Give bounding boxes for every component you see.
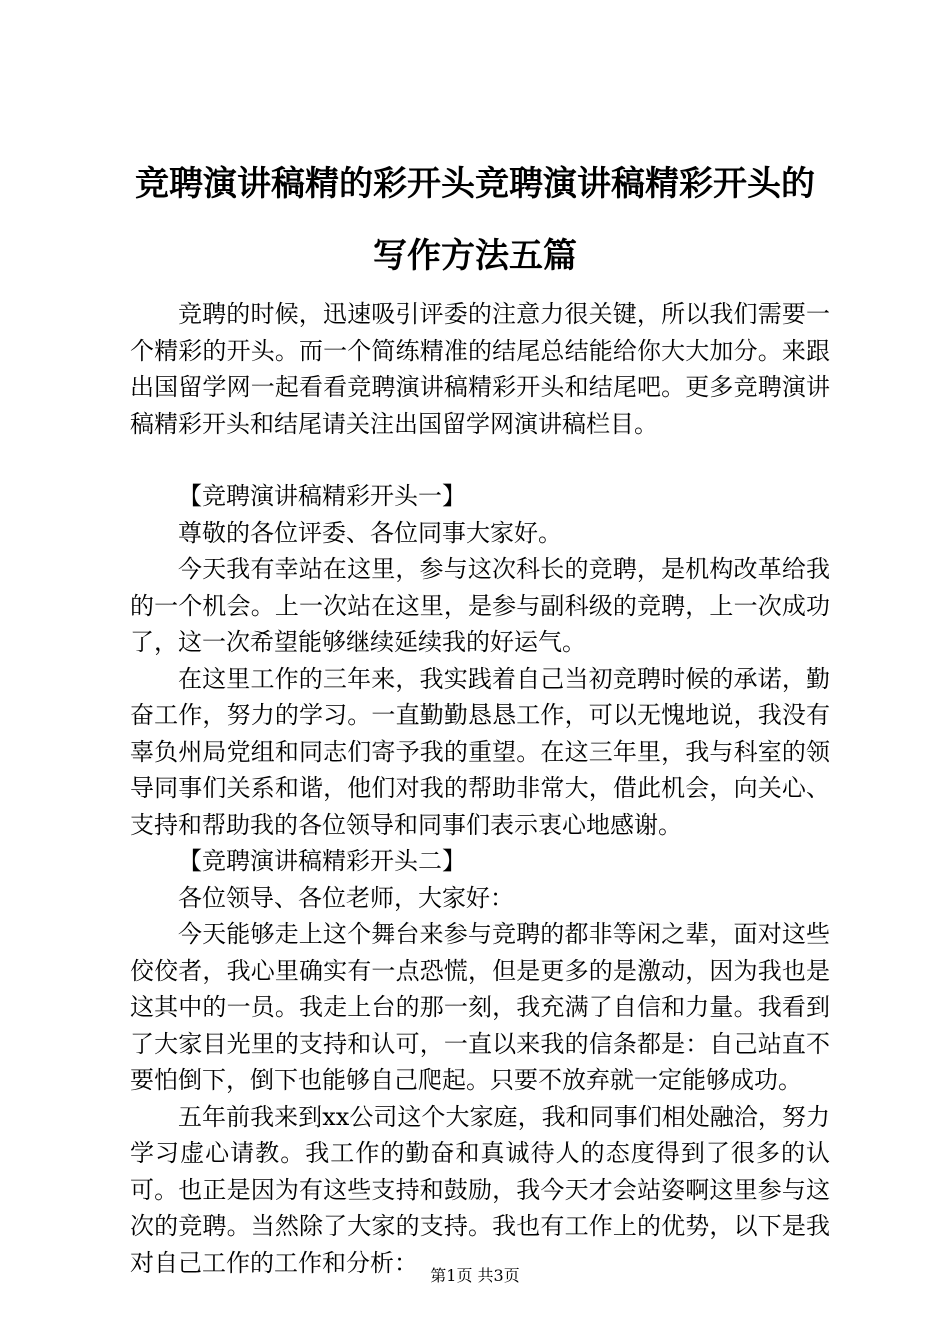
title-line-1: 竞聘演讲稿精的彩开头竞聘演讲稿精彩开头的 bbox=[135, 164, 815, 204]
body-paragraph: 五年前我来到xx公司这个大家庭，我和同事们相处融洽，努力学习虚心请教。我工作的勤奋和真诚待人的态度得到了很多的认可。也正是因为有这些支持和鼓励，我今天才会站姿啊这里参与这次的竞聘。当然除了大家的支持。我也有工作上的优势，以下是我对自己工作的工作和分析： bbox=[130, 1102, 830, 1277]
section-heading-2: 【竞聘演讲稿精彩开头二】 bbox=[178, 847, 466, 875]
body-paragraph: 今天我有幸站在这里，参与这次科长的竞聘，是机构改革给我的一个机会。上一次站在这里，是参与副科级的竞聘，上一次成功了，这一次希望能够继续延续我的好运气。 bbox=[130, 555, 830, 656]
intro-paragraph: 竞聘的时候，迅速吸引评委的注意力很关键，所以我们需要一个精彩的开头。而一个简练精准的结尾总结能给你大大加分。来跟出国留学网一起看看竞聘演讲稿精彩开头和结尾吧。更多竞聘演讲稿精彩开头和结尾请关注出国留学网演讲稿栏目。 bbox=[130, 300, 830, 438]
document-title bbox=[110, 148, 840, 292]
greeting-paragraph-2: 各位领导、各位老师，大家好： bbox=[178, 883, 514, 912]
body-paragraph: 在这里工作的三年来，我实践着自己当初竞聘时候的承诺，勤奋工作，努力的学习。一直勤勤恳恳工作，可以无愧地说，我没有辜负州局党组和同志们寄予我的重望。在这三年里，我与科室的领导同事们关系和谐，他们对我的帮助非常大，借此机会，向关心、支持和帮助我的各位领导和同事们表示衷心地感谢。 bbox=[130, 664, 830, 839]
body-paragraph: 今天能够走上这个舞台来参与竞聘的都非等闲之辈，面对这些佼佼者，我心里确实有一点恐慌，但是更多的是激动，因为我也是这其中的一员。我走上台的那一刻，我充满了自信和力量。我看到了大家目光里的支持和认可，一直以来我的信条都是：自己站直不要怕倒下，倒下也能够自己爬起。只要不放弃就一定能够成功。 bbox=[130, 920, 830, 1094]
greeting-paragraph-1: 尊敬的各位评委、各位同事大家好。 bbox=[178, 518, 562, 547]
page-footer: 第1页 共3页 bbox=[430, 1266, 520, 1285]
document-body bbox=[130, 296, 830, 1281]
title-line-2: 写作方法五篇 bbox=[373, 236, 577, 276]
section-heading-1: 【竞聘演讲稿精彩开头一】 bbox=[178, 482, 466, 510]
